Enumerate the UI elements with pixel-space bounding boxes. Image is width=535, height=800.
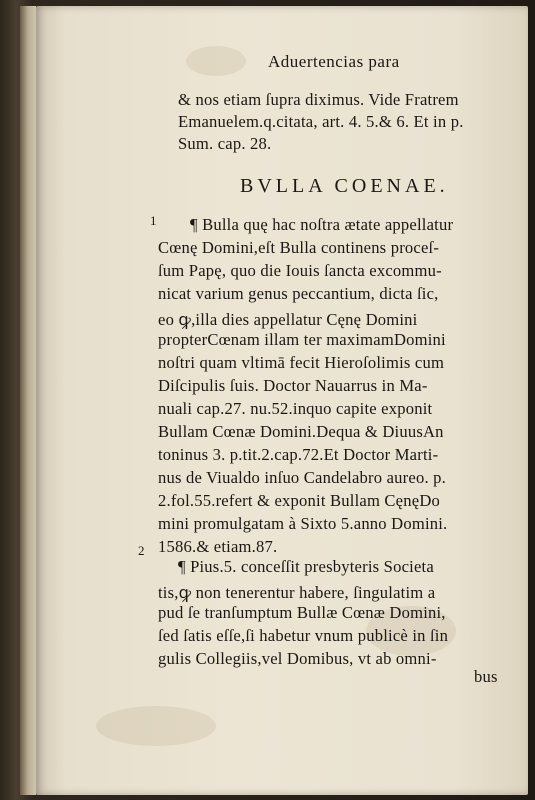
paragraph-line: tis,ꝙ non tenerentur habere, ſingulatim a — [158, 583, 436, 602]
paragraph-line: nuali cap.27. nu.52.inquo capite exponit — [158, 399, 433, 418]
paragraph-line: toninus 3. p.tit.2.cap.72.Et Doctor Marti- — [158, 445, 439, 464]
paragraph-line: Cœnę Domini,eſt Bulla continens proceſ- — [158, 238, 440, 257]
paragraph-line: Bullam Cœnæ Domini.Dequa & DiuusAn — [158, 422, 444, 441]
paragraph-line: noſtri quam vltimā fecit Hieroſolimis cum — [158, 353, 445, 372]
paragraph-line: ſum Papę, quo die Iouis ſancta excommu- — [158, 261, 442, 280]
foxing-stain — [96, 706, 216, 746]
page-binding-edge — [20, 6, 36, 795]
paragraph-line: gulis Collegiis,vel Domibus, vt ab omni- — [158, 649, 437, 668]
running-head: Aduertencias para — [268, 52, 400, 71]
paragraph-line: pud ſe tranſumptum Bullæ Cœnæ Domini, — [158, 603, 446, 622]
paragraph-number: 2 — [138, 543, 145, 558]
intro-line: Sum. cap. 28. — [178, 134, 272, 153]
paragraph-line: 1586.& etiam.87. — [158, 537, 278, 556]
paragraph-line: nus de Viualdo inſuo Candelabro aureo. p. — [158, 468, 447, 487]
paragraph-line: propterCœnam illam ter maximamDomini — [158, 330, 446, 349]
paragraph-line: nicat varium genus peccantium, dicta ſic, — [158, 284, 439, 303]
paragraph-line: mini promulgatam à Sixto 5.anno Domini. — [158, 514, 448, 533]
catchword: bus — [474, 667, 498, 686]
foxing-stain — [186, 46, 246, 76]
paragraph-number: 1 — [150, 213, 157, 228]
paragraph-line: ſed ſatis eſſe,ſi habetur vnum publicè in ſin — [158, 626, 449, 645]
intro-line: & nos etiam ſupra diximus. Vide Fratrem — [178, 90, 459, 109]
paragraph-line: ¶ Bulla quę hac noſtra ætate appellatur — [190, 215, 454, 234]
intro-line: Emanuelem.q.citata, art. 4. 5.& 6. Et in p. — [178, 112, 464, 131]
paragraph-line: ¶ Pius.5. conceſſit presbyteris Societa — [178, 557, 434, 576]
paragraph-line: Diſcipulis ſuis. Doctor Nauarrus in Ma- — [158, 376, 428, 395]
section-title: BVLLA COENAE. — [240, 175, 449, 197]
paragraph-line: 2.fol.55.refert & exponit Bullam CęnęDo — [158, 491, 440, 510]
paragraph-line: eo ꝙ,illa dies appellatur Cęnę Domini — [158, 310, 418, 329]
